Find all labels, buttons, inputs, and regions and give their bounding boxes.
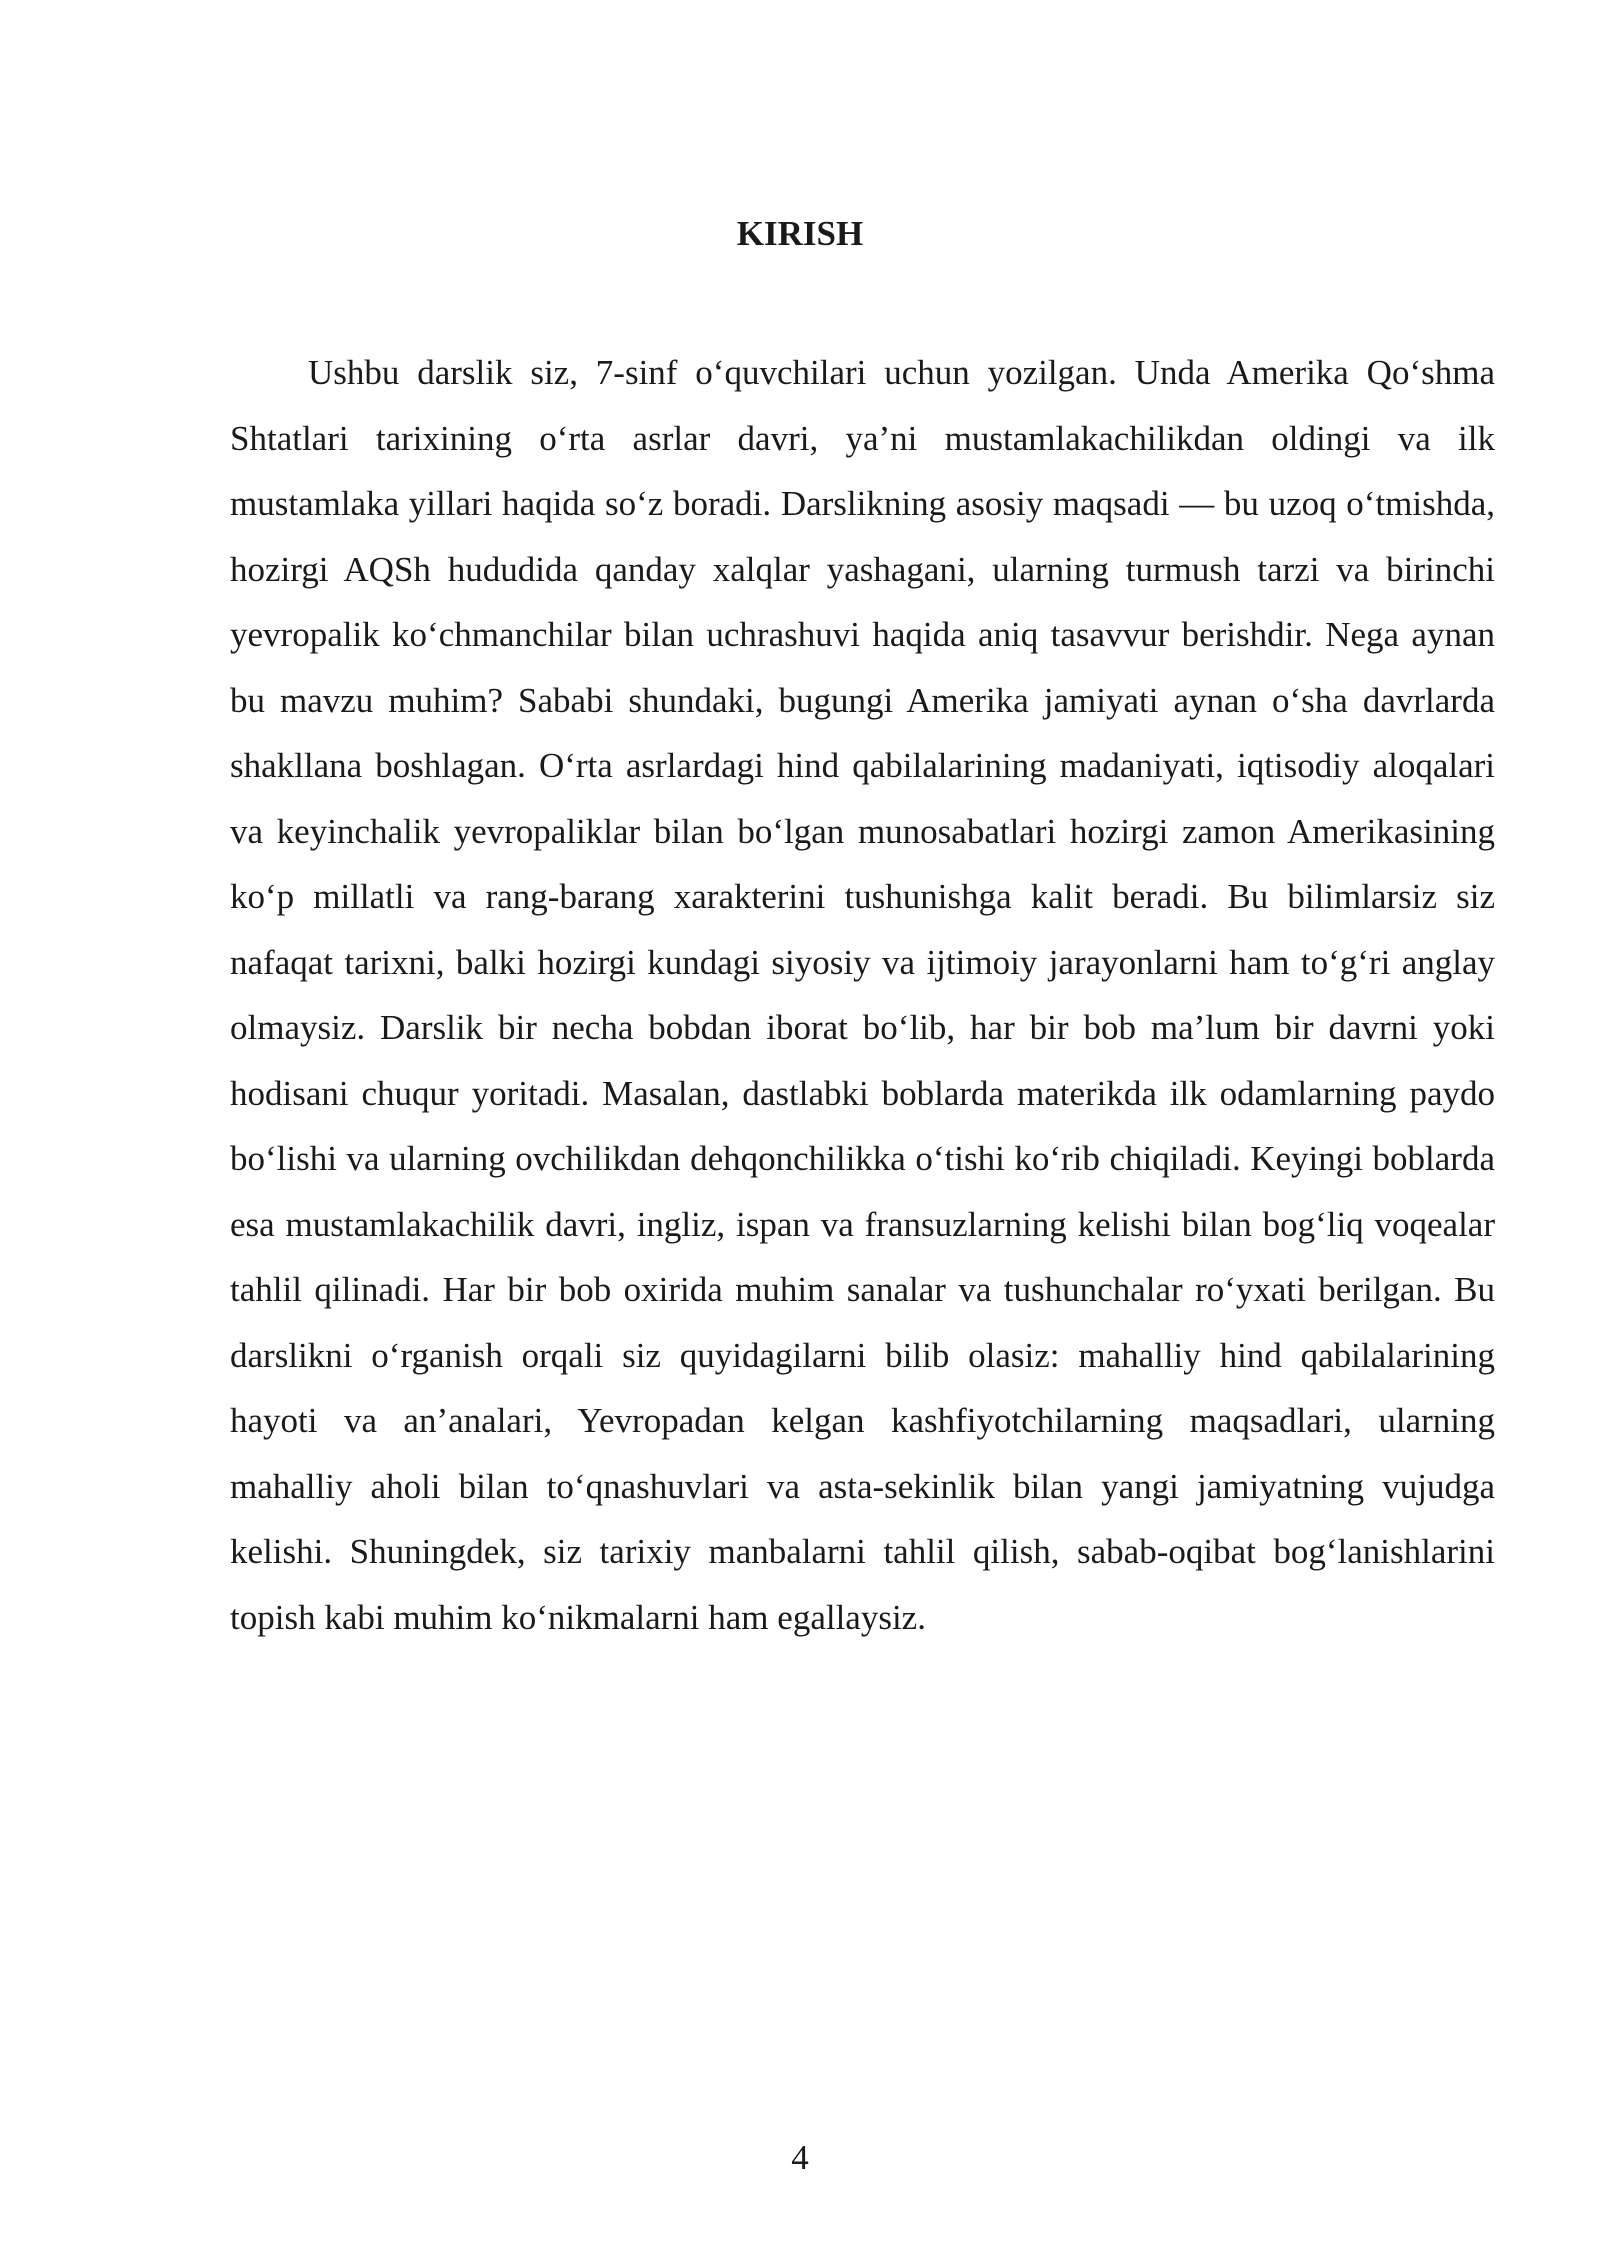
section-title: KIRISH bbox=[736, 214, 864, 253]
page-number: 4 bbox=[791, 2138, 809, 2177]
body-paragraph: Ushbu darslik siz, 7-sinf o‘quvchilari uchun yozilgan. Unda Amerika Qo‘shma Shtatlari tarixining o‘rta asrlar davri, ya’ni mustamlakachilikdan oldingi va ilk mustamlaka yillari haqida so‘z boradi. Darslikning asosiy maqsadi — bu uzoq o‘tmishda, hozirgi AQSh hududida qanday xalqlar yashagani, ularning turmush tarzi va birinchi yevropalik ko‘chmanchilar bilan uchrashuvi haqida aniq tasavvur berishdir. Nega aynan bu mavzu muhim? Sababi shundaki, bugungi Amerika jamiyati aynan o‘sha davrlarda shakllana boshlagan. O‘rta asrlardagi hind qabilalarining madaniyati, iqtisodiy aloqalari va keyinchalik yevropaliklar bilan bo‘lgan munosabatlari hozirgi zamon Amerikasining ko‘p millatli va rang-barang xarakterini tushunishga kalit beradi. Bu bilimlarsiz siz nafaqat tarixni, balki hozirgi kundagi siyosiy va ijtimoiy jarayonlarni ham to‘g‘ri anglay olmaysiz. Darslik bir necha bobdan iborat bo‘lib, har bir bob ma’lum bir davrni yoki hodisani chuqur yoritadi. Masalan, dastlabki boblarda materikda ilk odamlarning paydo bo‘lishi va ularning ovchilikdan dehqonchilikka o‘tishi ko‘rib chiqiladi. Keyingi boblarda esa mustamlakachilik davri, ingliz, ispan va fransuzlarning kelishi bilan bog‘liq voqealar tahlil qilinadi. Har bir bob oxirida muhim sanalar va tushunchalar ro‘yxati berilgan. Bu darslikni o‘rganish orqali siz quyidagilarni bilib olasiz: mahalliy hind qabilalarining hayoti va an’analari, Yevropadan kelgan kashfiyotchilarning maqsadlari, ularning mahalliy aholi bilan to‘qnashuvlari va asta-sekinlik bilan yangi jamiyatning vujudga kelishi. Shuningdek, siz tarixiy manbalarni tahlil qilish, sabab-oqibat bog‘lanishlarini topish kabi muhim ko‘nikmalarni ham egallaysiz. bbox=[230, 353, 1495, 1637]
